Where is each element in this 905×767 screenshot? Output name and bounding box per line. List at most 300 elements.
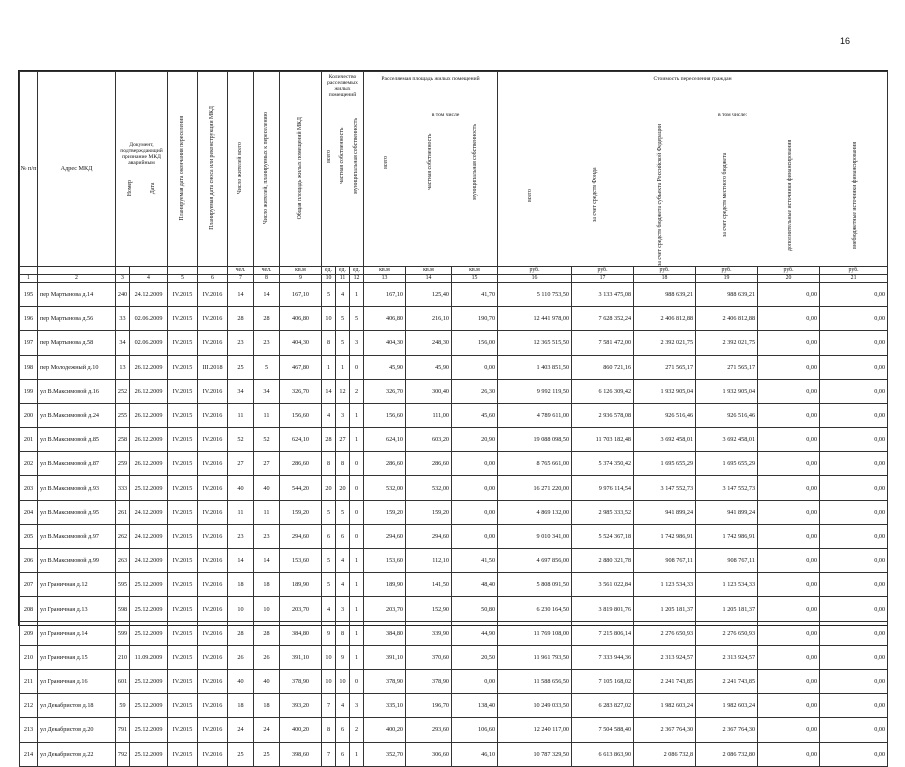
doc-number-header: Номер — [126, 179, 133, 197]
table-cell: 1 742 986,91 — [696, 524, 758, 548]
table-cell: 24 — [228, 718, 254, 742]
table-cell: 3 147 552,73 — [696, 476, 758, 500]
table-cell: 1 403 851,50 — [498, 355, 572, 379]
table-cell: 41,50 — [452, 549, 498, 573]
unit-cell: руб. — [758, 266, 820, 274]
table-cell: 112,10 — [406, 549, 452, 573]
table-cell: 153,60 — [364, 549, 406, 573]
column-number-cell: 14 — [406, 274, 452, 282]
table-cell: 2 241 743,85 — [696, 669, 758, 693]
table-cell: 2 367 764,30 — [696, 718, 758, 742]
table-cell: 3 561 022,84 — [572, 573, 634, 597]
table-cell: 203,70 — [364, 597, 406, 621]
table-row — [20, 500, 888, 524]
table-cell: 286,60 — [406, 452, 452, 476]
table-cell: 1 — [350, 645, 364, 669]
col-cost-group-header — [498, 72, 888, 267]
table-cell: 8 — [336, 621, 350, 645]
table-cell: 9 — [336, 645, 350, 669]
table-cell: 791 — [116, 718, 130, 742]
table-cell: 0 — [350, 500, 364, 524]
table-cell: 20,90 — [452, 428, 498, 452]
table-cell: 14 — [254, 549, 280, 573]
cost-additional-header: дополнительные источники финансирования — [786, 139, 793, 251]
area-private-header: частная собственность — [427, 133, 434, 191]
table-cell: 0,00 — [758, 307, 820, 331]
unit-cell: руб. — [634, 266, 696, 274]
table-cell: 11 961 793,50 — [498, 645, 572, 669]
table-cell: 167,10 — [280, 282, 322, 306]
unit-cell: кв.м — [452, 266, 498, 274]
table-cell: 11 — [228, 403, 254, 427]
table-cell: 40 — [254, 476, 280, 500]
area-municipal-header: муниципальная собственность — [471, 124, 478, 200]
table-cell: 12 441 978,00 — [498, 307, 572, 331]
table-cell: IV.2015 — [168, 645, 198, 669]
table-cell: 28 — [228, 307, 254, 331]
table-cell: 7 105 168,02 — [572, 669, 634, 693]
table-cell: 908 767,11 — [696, 549, 758, 573]
table-cell: 02.06.2009 — [130, 307, 168, 331]
table-cell: 25.12.2009 — [130, 621, 168, 645]
column-number-cell: 12 — [350, 274, 364, 282]
table-cell: 25.12.2009 — [130, 694, 168, 718]
units-row — [20, 266, 888, 274]
table-cell: пер Мартынова д.56 — [38, 307, 116, 331]
table-cell: 210 — [116, 645, 130, 669]
table-cell: 400,20 — [364, 718, 406, 742]
table-cell: 27 — [254, 452, 280, 476]
unit-cell — [130, 266, 168, 274]
table-cell: 0,00 — [820, 282, 888, 306]
col-count-group-header — [322, 72, 364, 267]
table-cell: 252 — [116, 379, 130, 403]
table-cell: 27 — [336, 428, 350, 452]
table-cell: 926 516,46 — [634, 403, 696, 427]
table-cell: 0,00 — [820, 428, 888, 452]
area-total-header: всего — [383, 155, 390, 169]
unit-cell — [38, 266, 116, 274]
table-cell: IV.2016 — [198, 307, 228, 331]
table-cell: пер Молодежный д.10 — [38, 355, 116, 379]
table-cell: 8 — [336, 452, 350, 476]
table-cell: 5 — [254, 355, 280, 379]
table-cell: 2 367 764,30 — [634, 718, 696, 742]
table-cell: 25.12.2009 — [130, 597, 168, 621]
column-number-cell: 11 — [336, 274, 350, 282]
count-private-header: частная собственность — [339, 127, 346, 185]
table-cell: 7 333 944,36 — [572, 645, 634, 669]
table-cell: 988 639,21 — [634, 282, 696, 306]
table-cell: 0,00 — [820, 621, 888, 645]
table-cell: 0,00 — [758, 452, 820, 476]
table-cell: 11.09.2009 — [130, 645, 168, 669]
table-cell: 7 504 588,40 — [572, 718, 634, 742]
table-cell: IV.2016 — [198, 597, 228, 621]
table-row — [20, 428, 888, 452]
document-title: Документ, подтверждающий признание МКД аварийным — [120, 141, 163, 166]
table-cell: 26.12.2009 — [130, 379, 168, 403]
table-cell: 0,00 — [758, 669, 820, 693]
table-cell: IV.2016 — [198, 500, 228, 524]
table-cell: 378,90 — [406, 669, 452, 693]
table-cell: 9 992 119,50 — [498, 379, 572, 403]
table-cell: 10 787 329,50 — [498, 742, 572, 766]
table-cell: 34 — [254, 379, 280, 403]
table-cell: 203,70 — [280, 597, 322, 621]
table-cell: 3 — [336, 403, 350, 427]
table-cell: IV.2015 — [168, 549, 198, 573]
table-cell: IV.2016 — [198, 549, 228, 573]
table-cell: 198 — [20, 355, 38, 379]
table-cell: 18 — [254, 573, 280, 597]
table-cell: 24.12.2009 — [130, 524, 168, 548]
cost-subject-budget-header: за счет средств бюджета субъекта Российской Федерации — [657, 124, 664, 266]
table-cell: 11 703 182,48 — [572, 428, 634, 452]
table-cell: 28 — [322, 428, 336, 452]
table-cell: 0,00 — [758, 694, 820, 718]
cost-group-title: Стоимость переселения граждан — [653, 76, 732, 82]
area-group-title: Расселяемая площадь жилых помещений — [381, 76, 480, 82]
table-cell: 258 — [116, 428, 130, 452]
table-cell: 532,00 — [406, 476, 452, 500]
resettlement-table — [19, 71, 888, 767]
table-cell: IV.2015 — [168, 331, 198, 355]
column-number-cell: 10 — [322, 274, 336, 282]
column-number-cell: 13 — [364, 274, 406, 282]
table-cell: 300,40 — [406, 379, 452, 403]
table-cell: 28 — [254, 621, 280, 645]
table-cell: 0,00 — [820, 549, 888, 573]
table-cell: 33 — [116, 307, 130, 331]
table-cell: 34 — [228, 379, 254, 403]
table-cell: 190,70 — [452, 307, 498, 331]
table-row — [20, 549, 888, 573]
table-cell: 294,60 — [406, 524, 452, 548]
table-cell: 7 — [322, 694, 336, 718]
table-cell: IV.2016 — [198, 621, 228, 645]
unit-cell: чел. — [228, 266, 254, 274]
table-cell: IV.2016 — [198, 573, 228, 597]
table-cell: 400,20 — [280, 718, 322, 742]
table-cell: 11 588 656,50 — [498, 669, 572, 693]
table-cell: ул Декабристов д.18 — [38, 694, 116, 718]
col-planned-demolition-header: Планируемая дата сноса или реконструкции МКД — [198, 72, 228, 267]
table-cell: 2 086 732,8 — [634, 742, 696, 766]
table-cell: 211 — [20, 669, 38, 693]
column-number-cell: 18 — [634, 274, 696, 282]
table-cell: 624,10 — [280, 428, 322, 452]
table-cell: 20 — [336, 476, 350, 500]
table-cell: IV.2015 — [168, 742, 198, 766]
table-cell: 204 — [20, 500, 38, 524]
table-cell: 5 — [322, 500, 336, 524]
table-cell: IV.2016 — [198, 379, 228, 403]
table-cell: 5 110 753,50 — [498, 282, 572, 306]
table-cell: 5 524 367,18 — [572, 524, 634, 548]
table-cell: 624,10 — [364, 428, 406, 452]
table-cell: 156,60 — [280, 403, 322, 427]
table-cell: 25.12.2009 — [130, 476, 168, 500]
table-cell: 23 — [254, 331, 280, 355]
table-cell: 44,90 — [452, 621, 498, 645]
table-cell: 1 — [350, 597, 364, 621]
cost-local-budget-header: за счет средств местного бюджета — [721, 152, 728, 238]
table-cell: 196,70 — [406, 694, 452, 718]
page-number: 16 — [840, 36, 851, 46]
table-cell: 20 — [322, 476, 336, 500]
table-cell: 261 — [116, 500, 130, 524]
unit-cell: ед. — [336, 266, 350, 274]
table-cell: 1 932 905,04 — [634, 379, 696, 403]
table-cell: IV.2015 — [168, 452, 198, 476]
table-cell: 3 133 475,08 — [572, 282, 634, 306]
table-cell: 25.12.2009 — [130, 718, 168, 742]
table-cell: 159,20 — [280, 500, 322, 524]
table-cell: 24.12.2009 — [130, 549, 168, 573]
table-cell: 335,10 — [364, 694, 406, 718]
count-municipal-header: муниципальная собственность — [353, 118, 360, 194]
table-cell: 398,60 — [280, 742, 322, 766]
unit-cell: кв.м — [364, 266, 406, 274]
table-cell: IV.2016 — [198, 282, 228, 306]
table-row — [20, 573, 888, 597]
table-cell: 152,90 — [406, 597, 452, 621]
table-cell: IV.2015 — [168, 597, 198, 621]
table-cell: 3 692 458,01 — [696, 428, 758, 452]
table-cell: 11 — [228, 500, 254, 524]
table-cell: IV.2016 — [198, 645, 228, 669]
table-cell: IV.2015 — [168, 355, 198, 379]
table-cell: 5 — [322, 282, 336, 306]
table-cell: 599 — [116, 621, 130, 645]
col-no-header: № п/п — [20, 72, 38, 267]
table-cell: 4 869 132,00 — [498, 500, 572, 524]
table-cell: ул Декабристов д.22 — [38, 742, 116, 766]
table-cell: IV.2015 — [168, 476, 198, 500]
unit-cell: ед. — [322, 266, 336, 274]
table-cell: 10 — [322, 307, 336, 331]
table-cell: 45,90 — [364, 355, 406, 379]
table-cell: 0,00 — [758, 645, 820, 669]
table-body — [20, 282, 888, 766]
table-cell: 6 — [322, 524, 336, 548]
table-cell: 26 — [254, 645, 280, 669]
table-cell: 11 769 108,00 — [498, 621, 572, 645]
table-cell: 40 — [228, 669, 254, 693]
table-cell: 16 271 220,00 — [498, 476, 572, 500]
table-cell: 6 126 309,42 — [572, 379, 634, 403]
table-cell: 52 — [254, 428, 280, 452]
table-cell: 10 249 033,50 — [498, 694, 572, 718]
table-row — [20, 645, 888, 669]
table-cell: IV.2016 — [198, 452, 228, 476]
table-row — [20, 282, 888, 306]
unit-cell: чел. — [254, 266, 280, 274]
table-cell: 0 — [350, 669, 364, 693]
table-cell: 384,80 — [364, 621, 406, 645]
table-cell: 0,00 — [820, 355, 888, 379]
table-cell: 0,00 — [758, 403, 820, 427]
table-cell: 0,00 — [820, 379, 888, 403]
table-row — [20, 621, 888, 645]
column-number-cell: 9 — [280, 274, 322, 282]
table-cell: 0 — [350, 355, 364, 379]
table-cell: 10 — [336, 669, 350, 693]
table-cell: 2 880 321,78 — [572, 549, 634, 573]
table-cell: 156,60 — [364, 403, 406, 427]
table-cell: 5 — [336, 500, 350, 524]
table-cell: 1 695 655,29 — [634, 452, 696, 476]
table-cell: 532,00 — [364, 476, 406, 500]
table-cell: 189,90 — [280, 573, 322, 597]
column-number-cell: 17 — [572, 274, 634, 282]
table-cell: пер Мартынова д.58 — [38, 331, 116, 355]
table-cell: IV.2016 — [198, 669, 228, 693]
table-cell: IV.2015 — [168, 428, 198, 452]
table-cell: 5 — [336, 307, 350, 331]
table-cell: 9 — [322, 621, 336, 645]
table-cell: 326,70 — [364, 379, 406, 403]
table-cell: 12 240 117,00 — [498, 718, 572, 742]
column-number-cell: 2 — [38, 274, 116, 282]
table-cell: 25.12.2009 — [130, 669, 168, 693]
table-cell: 393,20 — [280, 694, 322, 718]
table-cell: 0,00 — [820, 476, 888, 500]
cost-fund-header: за счет средств Фонда — [592, 167, 599, 223]
table-cell: 45,60 — [452, 403, 498, 427]
table-cell: 792 — [116, 742, 130, 766]
table-cell: 1 — [322, 355, 336, 379]
table-cell: 141,50 — [406, 573, 452, 597]
table-cell: 1 205 181,37 — [634, 597, 696, 621]
table-row — [20, 452, 888, 476]
table-cell: 212 — [20, 694, 38, 718]
table-cell: 0,00 — [758, 331, 820, 355]
table-cell: 24.12.2009 — [130, 500, 168, 524]
table-cell: 10 — [322, 645, 336, 669]
table-cell: 271 565,17 — [634, 355, 696, 379]
table-cell: 0,00 — [820, 331, 888, 355]
table-cell: 5 — [336, 331, 350, 355]
doc-date-header: Дата — [150, 182, 157, 194]
table-cell: 0,00 — [758, 524, 820, 548]
table-cell: 202 — [20, 452, 38, 476]
table-cell: 6 613 863,90 — [572, 742, 634, 766]
table-cell: 0,00 — [820, 307, 888, 331]
table-cell: ул В.Максимовой д.95 — [38, 500, 116, 524]
unit-cell: руб. — [820, 266, 888, 274]
table-cell: 0,00 — [758, 597, 820, 621]
table-cell: 0,00 — [758, 549, 820, 573]
table-row — [20, 669, 888, 693]
table-cell: IV.2015 — [168, 573, 198, 597]
unit-cell: руб. — [498, 266, 572, 274]
table-cell: 3 692 458,01 — [634, 428, 696, 452]
table-cell: 988 639,21 — [696, 282, 758, 306]
table-cell: 2 — [350, 379, 364, 403]
table-cell: 199 — [20, 379, 38, 403]
col-area-group-header — [364, 72, 498, 267]
table-cell: 3 147 552,73 — [634, 476, 696, 500]
table-cell: IV.2015 — [168, 379, 198, 403]
unit-cell: ед. — [350, 266, 364, 274]
table-cell: 1 — [350, 573, 364, 597]
table-cell: 286,60 — [280, 452, 322, 476]
table-cell: 4 — [322, 403, 336, 427]
table-cell: 4 — [336, 694, 350, 718]
table-cell: 6 — [336, 718, 350, 742]
table-cell: 26,30 — [452, 379, 498, 403]
table-cell: 0,00 — [820, 742, 888, 766]
column-number-cell: 6 — [198, 274, 228, 282]
table-cell: 1 — [350, 282, 364, 306]
table-cell: 3 — [336, 597, 350, 621]
table-cell: 7 — [322, 742, 336, 766]
table-cell: 941 899,24 — [634, 500, 696, 524]
table-cell: 59 — [116, 694, 130, 718]
table-cell: IV.2015 — [168, 500, 198, 524]
table-cell: 286,60 — [364, 452, 406, 476]
table-cell: 3 819 801,76 — [572, 597, 634, 621]
table-cell: 0,00 — [452, 452, 498, 476]
table-row — [20, 476, 888, 500]
table-cell: 208 — [20, 597, 38, 621]
table-cell: 10 — [228, 597, 254, 621]
table-cell: 24 — [254, 718, 280, 742]
table-cell: 2 086 732,80 — [696, 742, 758, 766]
table-cell: 1 932 905,04 — [696, 379, 758, 403]
table-cell: 50,80 — [452, 597, 498, 621]
table-cell: 2 406 812,88 — [634, 307, 696, 331]
table-cell: 306,60 — [406, 742, 452, 766]
table-cell: 352,70 — [364, 742, 406, 766]
table-cell: III.2018 — [198, 355, 228, 379]
col-document-header — [116, 72, 168, 267]
table-cell: 271 565,17 — [696, 355, 758, 379]
table-cell: 26.12.2009 — [130, 428, 168, 452]
table-cell: 391,10 — [364, 645, 406, 669]
table-cell: 294,60 — [280, 524, 322, 548]
table-cell: 2 936 578,08 — [572, 403, 634, 427]
table-cell: 2 276 650,93 — [634, 621, 696, 645]
table-cell: 0,00 — [758, 621, 820, 645]
table-cell: 7 628 352,24 — [572, 307, 634, 331]
col-residents-planned-header: Число жителей, планируемых к переселению — [254, 72, 280, 267]
cost-extra-budget-header: внебюджетные источники финансирования — [851, 141, 858, 249]
table-cell: 908 767,11 — [634, 549, 696, 573]
table-cell: 2 313 924,57 — [696, 645, 758, 669]
column-number-cell: 1 — [20, 274, 38, 282]
table-cell: 0,00 — [820, 694, 888, 718]
table-cell: 48,40 — [452, 573, 498, 597]
table-cell: 248,30 — [406, 331, 452, 355]
table-cell: 0,00 — [452, 476, 498, 500]
table-cell: 0,00 — [452, 500, 498, 524]
table-row — [20, 355, 888, 379]
table-cell: 10 — [254, 597, 280, 621]
table-cell: 0,00 — [452, 669, 498, 693]
table-cell: 19 088 098,50 — [498, 428, 572, 452]
table-row — [20, 331, 888, 355]
table-cell: 2 241 743,85 — [634, 669, 696, 693]
col-address-header: Адрес МКД — [38, 72, 116, 267]
table-cell: ул В.Максимовой д.16 — [38, 379, 116, 403]
column-number-cell: 21 — [820, 274, 888, 282]
table-cell: 3 — [350, 694, 364, 718]
table-cell: 0,00 — [452, 524, 498, 548]
column-number-cell: 16 — [498, 274, 572, 282]
